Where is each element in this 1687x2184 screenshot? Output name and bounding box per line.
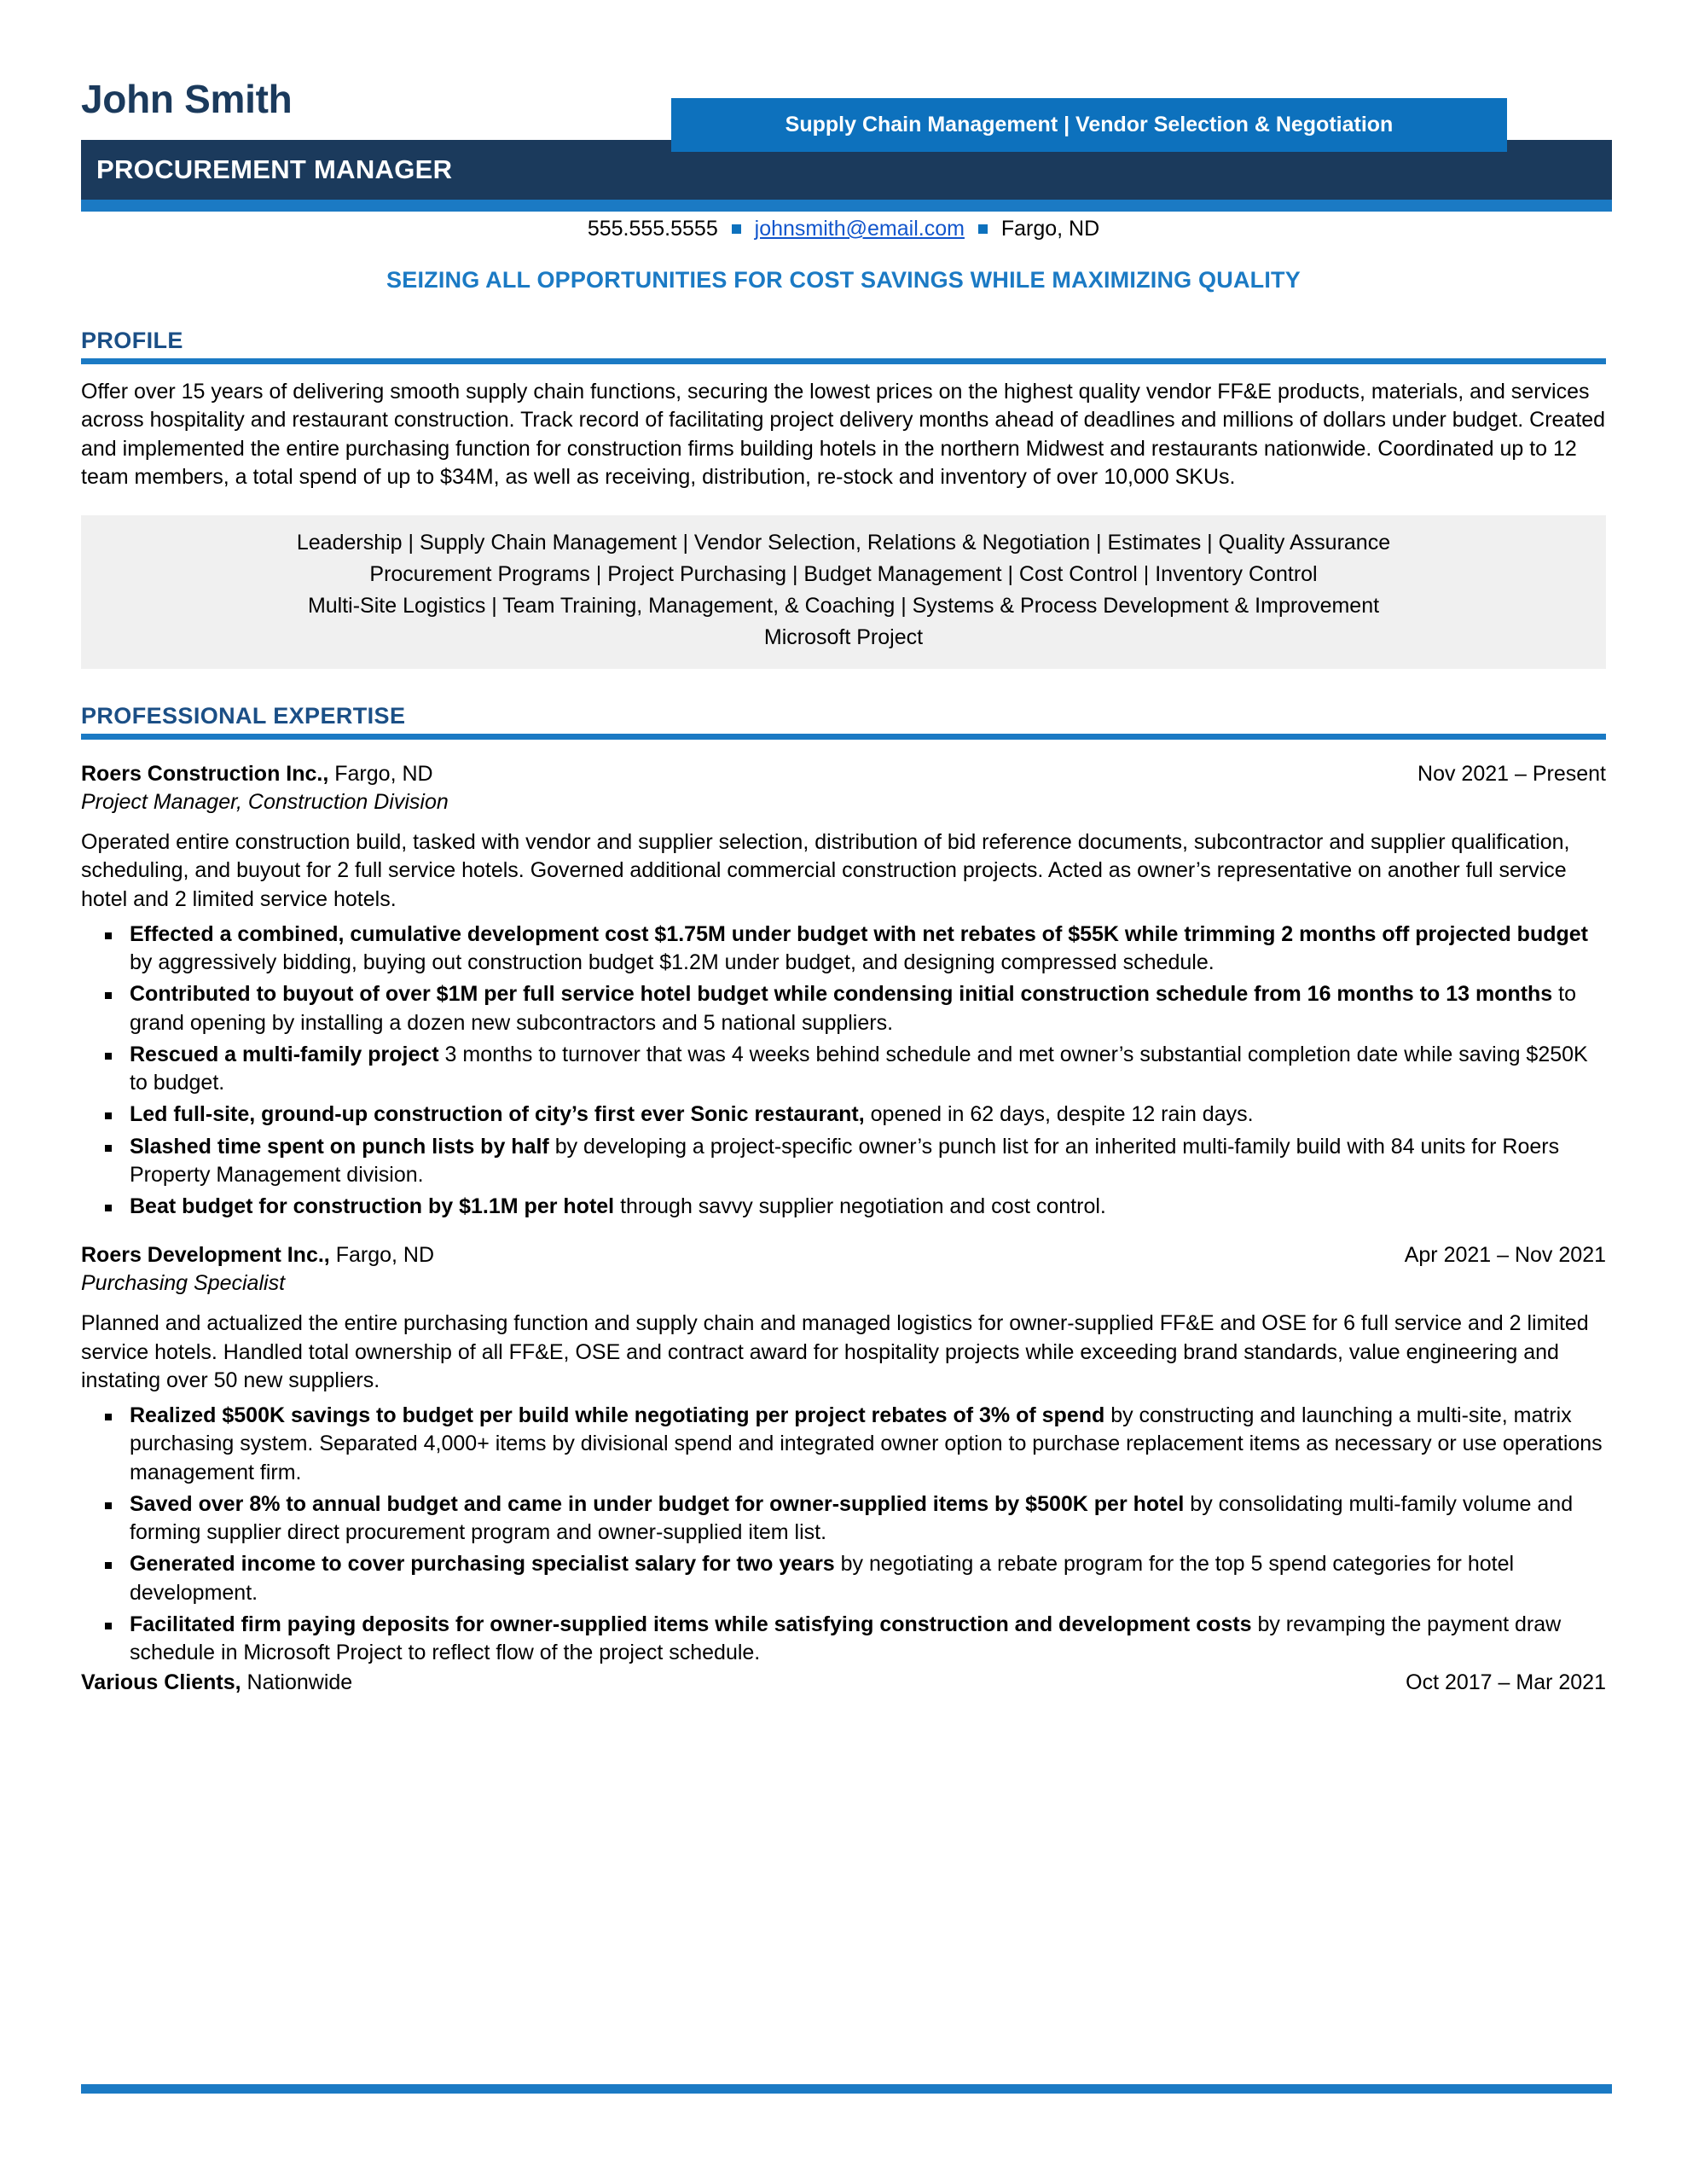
achievement-highlight: Beat budget for construction by $1.1M per hotel [130,1194,615,1218]
contact-phone: 555.555.5555 [587,217,718,241]
achievement-item [81,921,1606,978]
section-title-experience: PROFESSIONAL EXPERTISE [81,703,406,729]
achievement-detail: by constructing and launching a multi-site, matrix purchasing system. Separated 4,000+ items by divisional spend and integrated owner option to purchase replacement items as necessary or use operations management firm. [130,1403,1603,1484]
achievement-item [81,1133,1606,1190]
achievement-item [81,1193,1606,1221]
candidate-name: John Smith [81,77,293,121]
achievement-detail: by negotiating a rebate program for the top 5 spend categories for hotel development. [130,1552,1515,1605]
job-title-text: PROCUREMENT MANAGER [96,154,453,184]
square-bullet-icon [732,224,741,234]
achievement-highlight: Contributed to buyout of over $1M per full service hotel budget while condensing initial construction schedule from 16 months to 13 months [130,982,1553,1007]
job-company-line [81,762,433,787]
job-header [81,1243,1606,1268]
job-header [81,762,1606,787]
skills-line: Multi-Site Logistics | Team Training, Management, & Coaching | Systems & Process Development & Improvement [307,594,1380,618]
square-bullet-icon [978,224,988,234]
tagline-text: Supply Chain Management | Vendor Selection & Negotiation [785,113,1394,136]
contact-line [0,217,1687,241]
achievement-detail: by developing a project-specific owner’s punch list for an inherited multi-family build with 84 units for Roers Property Management division. [130,1134,1560,1187]
header-accent-rule [81,200,1612,212]
job-location: Nationwide [241,1670,353,1695]
job-company: Roers Development Inc., [81,1243,330,1268]
job-role: Project Manager, Construction Division [81,790,449,814]
achievement-highlight: Led full-site, ground-up construction of city’s first ever Sonic restaurant, [130,1102,865,1127]
skills-line: Procurement Programs | Project Purchasing | Budget Management | Cost Control | Inventory Control [369,562,1318,586]
achievement-highlight: Effected a combined, cumulative development cost $1.75M under budget with net rebates of $55K while trimming 2 months off projected budget [130,921,1588,946]
achievement-item [81,1402,1606,1487]
job-dates: Apr 2021 – Nov 2021 [1404,1243,1606,1268]
contact-email-link[interactable]: johnsmith@email.com [754,217,965,241]
tagline-banner [671,98,1507,152]
achievement-highlight: Saved over 8% to annual budget and came in under budget for owner-supplied items by $500K per hotel [130,1491,1185,1516]
experience-entry [81,762,1606,1221]
resume-headline: SEIZING ALL OPPORTUNITIES FOR COST SAVINGS WHILE MAXIMIZING QUALITY [386,267,1301,293]
job-location: Fargo, ND [329,1243,435,1268]
job-company-line [81,1243,434,1268]
job-company: Various Clients, [81,1670,241,1695]
achievement-item [81,1550,1606,1607]
job-role: Purchasing Specialist [81,1271,286,1296]
section-title-profile: PROFILE [81,328,183,353]
skills-line: Leadership | Supply Chain Management | Vendor Selection, Relations & Negotiation | Estimates | Quality Assurance [296,531,1391,555]
skills-line: Microsoft Project [763,625,924,649]
experience-entry [81,1243,1606,1667]
job-location: Fargo, ND [328,762,433,786]
achievement-highlight: Slashed time spent on punch lists by half [130,1134,549,1159]
achievement-highlight: Generated income to cover purchasing specialist salary for two years [130,1552,835,1577]
resume-body [0,328,1687,1695]
resume-header [0,0,1687,184]
achievement-item [81,980,1606,1037]
achievement-detail: by aggressively bidding, buying out construction budget $1.2M under budget, and designing compressed schedule. [130,950,1215,974]
achievement-detail: 3 months to turnover that was 4 weeks behind schedule and met owner’s substantial completion date while saving $250K to budget. [130,1042,1588,1095]
job-achievements-list [81,921,1606,1222]
achievement-detail: to grand opening by installing a dozen new subcontractors and 5 national suppliers. [130,982,1577,1035]
achievement-item [81,1041,1606,1098]
job-company: Roers Construction Inc., [81,762,329,786]
job-summary: Planned and actualized the entire purchasing function and supply chain and managed logistics for owner-supplied FF&E and OSE for 6 full service and 2 limited service hotels. Handled total ownership of all FF&E, OSE and contract award for hospitality projects while exceeding brand standards, value engineering and instating over 50 new suppliers. [81,1311,1589,1392]
footer-accent-rule [81,2084,1612,2094]
job-achievements-list [81,1402,1606,1667]
section-rule-profile [81,358,1606,364]
achievement-item [81,1101,1606,1129]
job-header [81,1670,1606,1695]
experience-entry [81,1670,1606,1695]
section-rule-experience [81,734,1606,740]
profile-paragraph: Offer over 15 years of delivering smooth supply chain functions, securing the lowest prices on the highest quality vendor FF&E products, materials, and services across hospitality and restaurant construction. Track record of facilitating project delivery months ahead of deadlines and millions of dollars under budget. Created and implemented the entire purchasing function for construction firms building hotels in the northern Midwest and restaurants nationwide. Coordinated up to 12 team members, a total spend of up to $34M, as well as receiving, distribution, re-stock and inventory of over 10,000 SKUs. [81,380,1606,489]
achievement-highlight: Facilitated firm paying deposits for owner-supplied items while satisfying construction and development costs [130,1612,1252,1636]
contact-location: Fargo, ND [1000,217,1100,241]
achievement-item [81,1611,1606,1668]
achievement-detail: through savvy supplier negotiation and cost control. [614,1194,1106,1218]
achievement-highlight: Rescued a multi-family project [130,1042,439,1066]
achievement-detail: by revamping the payment draw schedule in Microsoft Project to reflect flow of the project schedule. [130,1612,1562,1664]
job-company-line [81,1670,352,1695]
achievement-detail: by consolidating multi-family volume and forming supplier direct procurement program and owner-supplied item list. [130,1491,1574,1544]
achievement-item [81,1490,1606,1548]
job-dates: Oct 2017 – Mar 2021 [1406,1670,1606,1695]
core-skills-box [81,515,1606,669]
achievement-highlight: Realized $500K savings to budget per build while negotiating per project rebates of 3% of spend [130,1403,1105,1427]
achievement-detail: opened in 62 days, despite 12 rain days. [864,1102,1254,1127]
job-summary: Operated entire construction build, tasked with vendor and supplier selection, distribution of bid reference documents, subcontractor and supplier qualification, scheduling, and buyout for 2 full service hotels. Governed additional commercial construction projects. Acted as owner’s representative on another full service hotel and 2 limited service hotels. [81,830,1570,911]
job-dates: Nov 2021 – Present [1417,762,1606,786]
